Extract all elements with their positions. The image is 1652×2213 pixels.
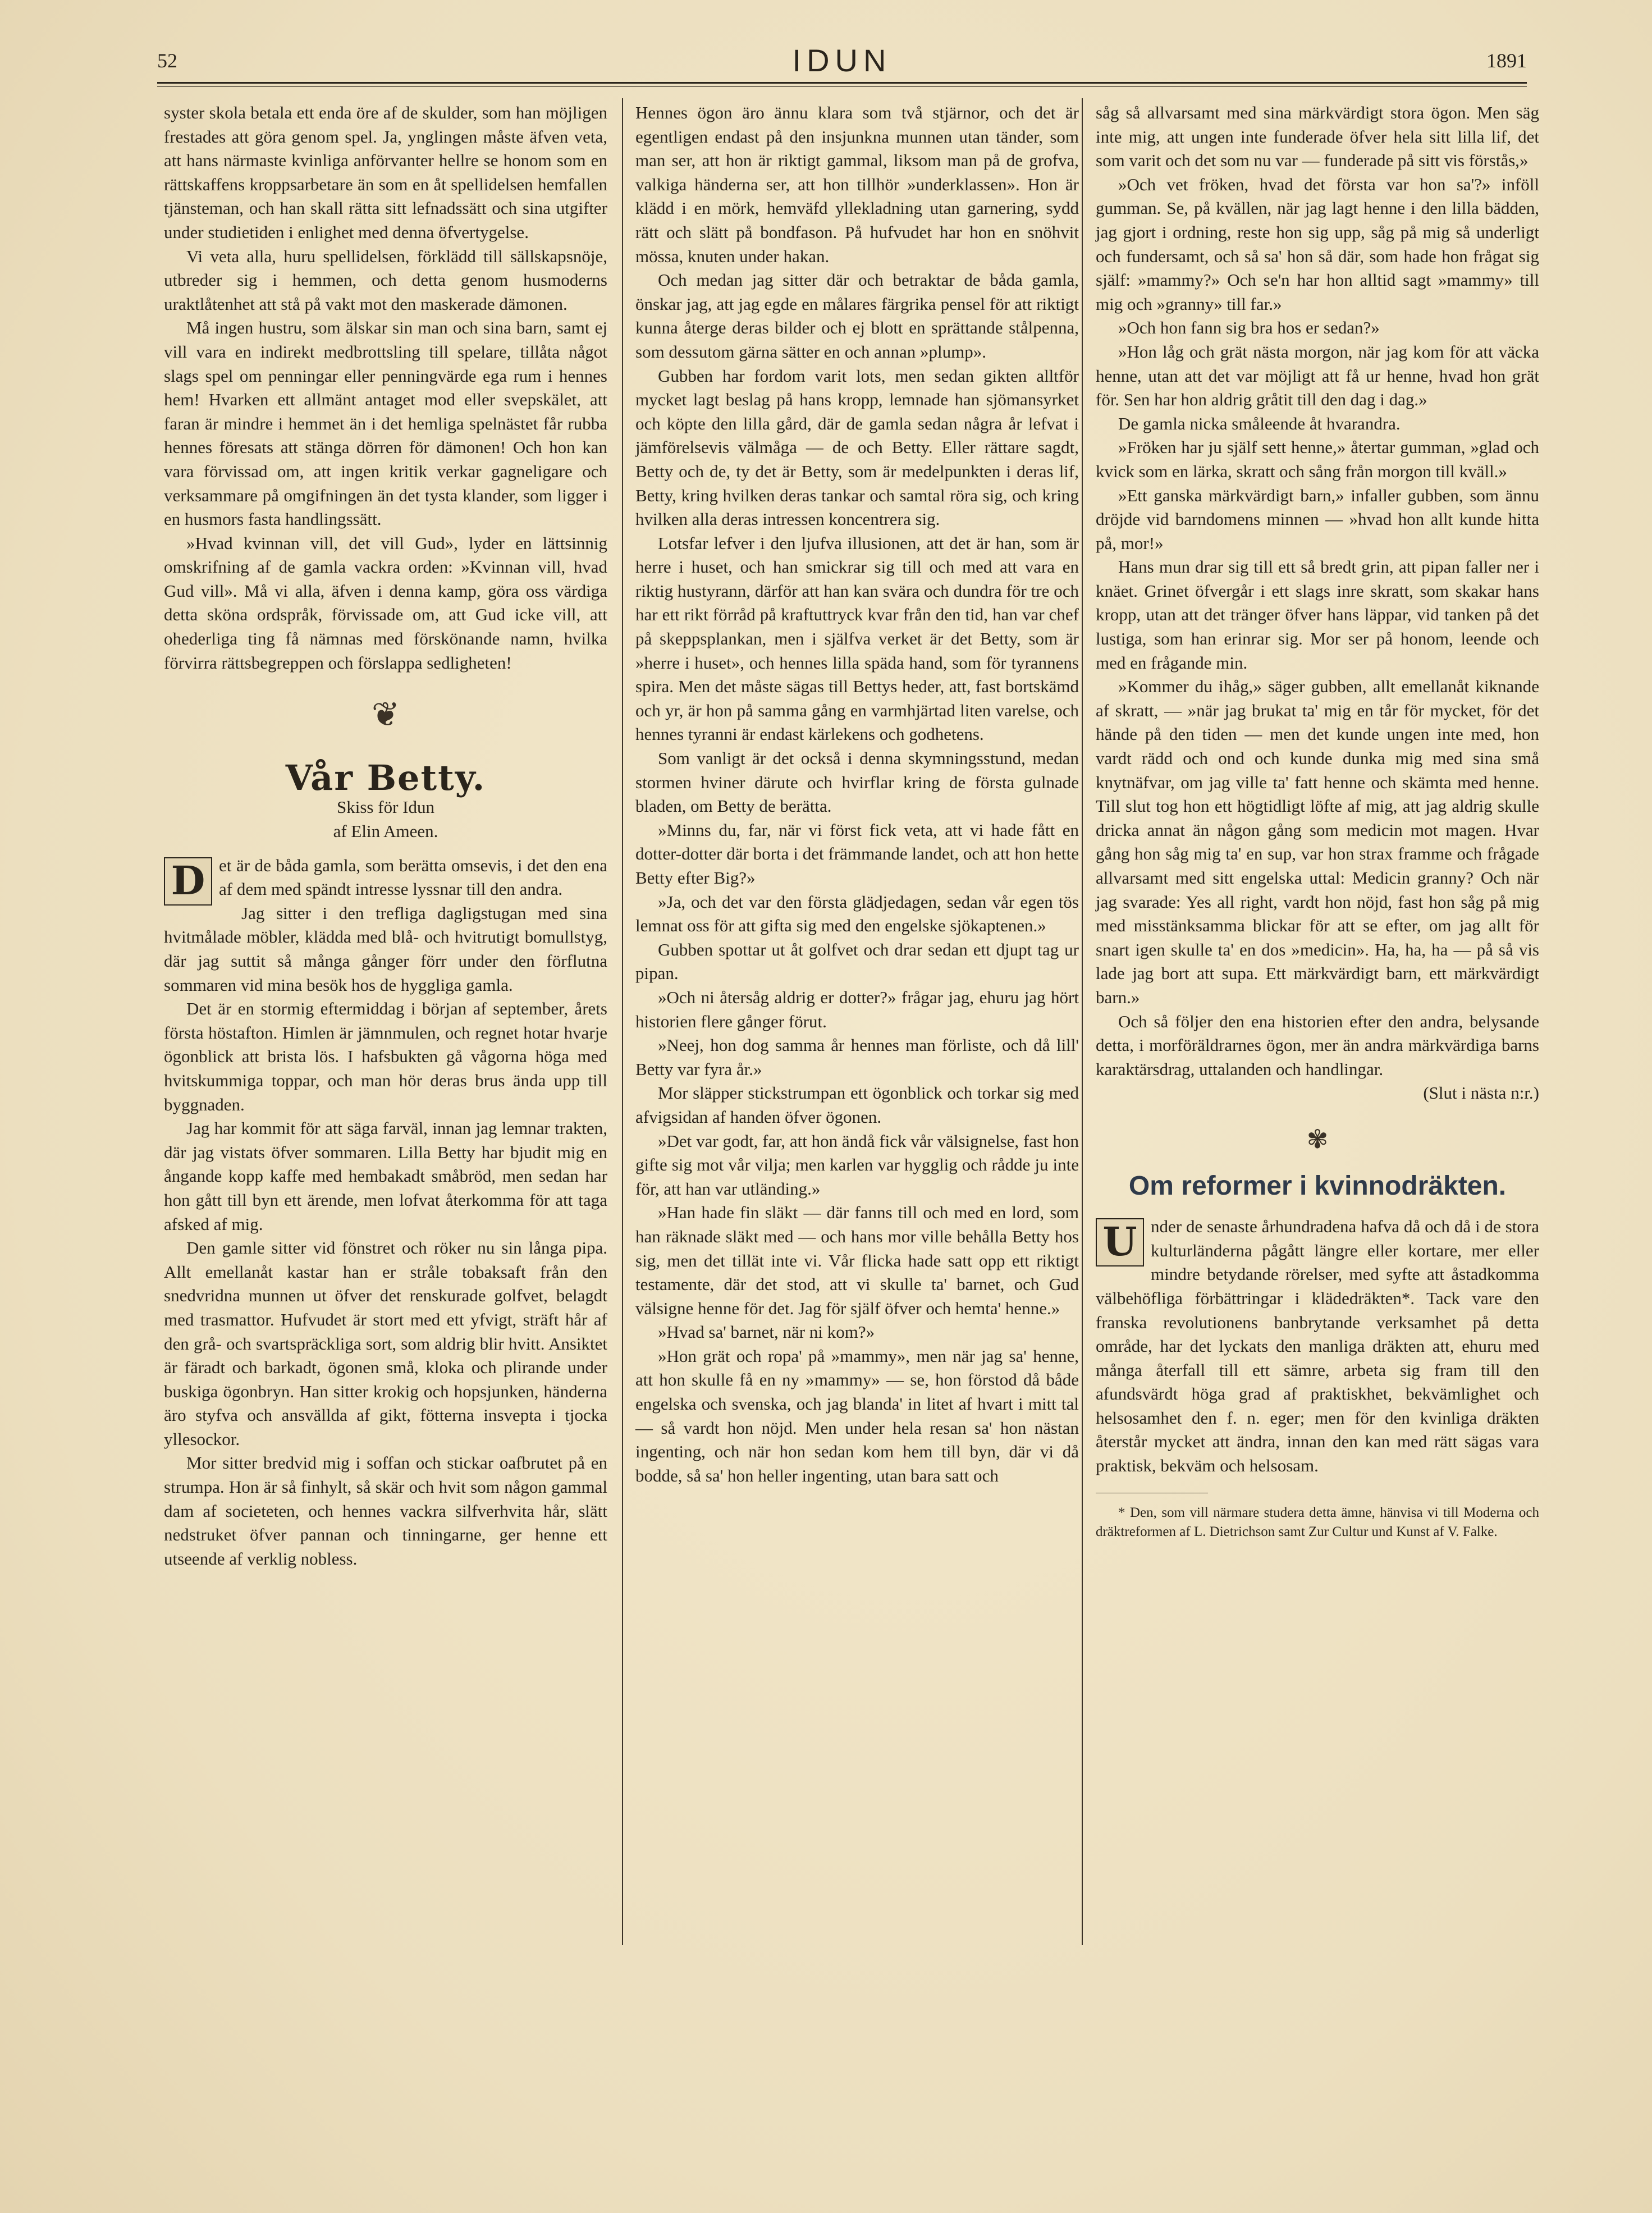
paragraph: »Fröken har ju själf sett henne,» återtar gumman, »glad och kvick som en lärka, skratt och sång från morgon till kväll.» bbox=[1096, 437, 1539, 481]
paragraph: »Minns du, far, när vi först fick veta, att vi hade fått en dotter-dotter där borta i det främmande landet, och att hon hette Betty efter Big?» bbox=[635, 820, 1079, 888]
paragraph: Jag sitter i den trefliga dagligstugan med sina hvitmålade möbler, klädda med blå- och hvitrutigt bomullstyg, där jag suttit så många gånger förr under den förflutna sommaren vid mina besök hos de hyggliga gamla. bbox=[164, 903, 607, 995]
paragraph: Den gamle sitter vid fönstret och röker nu sin långa pipa. Allt emellanåt kastar han er stråle tobaksaft från den snedvridna munnen ut öfver det renskurade golfvet, belagdt med trasmattor. Hufvudet är stort med ett yfvigt, sträft hår af den grå- och svartspräckliga sort, som aldrig blir hvitt. Ansiktet är färadt och barkadt, ögonen små, kloka och plirande under buskiga ögonbryn. Han sitter krokig och hopsjunken, händerna äro styfva och ansvällda af gikt, fötterna insvepta i tjocka yllesockor. bbox=[164, 1238, 607, 1449]
header-rule-thin bbox=[157, 86, 1527, 87]
story-subtitle: Skiss för Idun bbox=[337, 797, 434, 817]
paragraph: »Och vet fröken, hvad det första var hon sa'?» inföll gumman. Se, på kvällen, när jag lagt henne i den lilla bädden, jag gjort i ordning, reste hon sig upp, såg på mig så underligt och fundersamt, och så sa' hon så där, som hade hon frågat sig själf: »mammy?» Och se'n har hon alltid sagt »mammy» till mig och »granny» till far.» bbox=[1096, 174, 1539, 314]
column-divider bbox=[622, 98, 623, 1945]
paragraph: Och medan jag sitter där och betraktar de båda gamla, önskar jag, att jag egde en målares färgrika pensel för att riktigt kunna återge deras bilder och ej blott en sprättande stålpenna, som dessutom gärna sätter en och annan »plump». bbox=[635, 270, 1079, 362]
paragraph: Gubben spottar ut åt golfvet och drar sedan ett djupt tag ur pipan. bbox=[635, 939, 1079, 984]
footnote: * Den, som vill närmare studera detta ämne, hänvisa vi till Moderna och dräktreformen af L. Dietrichson samt Zur Cultur und Kunst af V. Falke. bbox=[1096, 1505, 1539, 1539]
column-1 bbox=[164, 101, 607, 1571]
paragraph: Mor sitter bredvid mig i soffan och stickar oafbrutet på en strumpa. Hon är så finhylt, så skär och hvit som någon gammal dam af societeten, och hennes vackra silfverhvita hår, slätt nedstruket öfver pannan och tinningarne, ger henne ett utseende af verklig nobless. bbox=[164, 1453, 607, 1569]
column-3 bbox=[1096, 101, 1539, 1542]
paragraph: Hennes ögon äro ännu klara som två stjärnor, och det är egentligen endast på den insjunkna munnen utan tänder, som man ser, att hon är riktigt gammal, liksom man på de grofva, valkiga händerna ser, att hon tillhör »underklassen». Hon är klädd i en mörk, hemväfd yllekladning utan garnering, sydd rätt och slätt på bondfason. På hufvudet har hon en snöhvit mössa, knuten under hakan. bbox=[635, 103, 1079, 266]
article-text: nder de senaste århundradena hafva då och då i de stora kulturländerna pågått längre eller kortare, mer eller mindre betydande rörelser, med syfte att åstadkomma välbehöfliga förbättringar i klädedräkten*. Tack vare den franska revolutionens banbrytande verksamhet på detta område, har det lyckats den manliga dräkten att, ehuru med många återfall till ett sämre, arbeta sig fram till den afundsvärdt höga grad af praktiskhet, bekvämlighet och helsosamhet den f. n. eger; men för den kvinliga dräkten återstår mycket att ändra, innan den kan med rätt sägas vara praktisk, bekväm och helsosam. bbox=[1096, 1217, 1539, 1476]
paragraph: »Och ni återsåg aldrig er dotter?» frågar jag, ehuru jag hört historien flere gånger förut. bbox=[635, 987, 1079, 1031]
story-first-paragraph bbox=[164, 854, 607, 902]
paragraph: Det är en stormig eftermiddag i början af september, årets första höstafton. Himlen är jämnmulen, och regnet hotar hvarje ögonblick att brista lös. I hafsbukten gå vågorna höga med hvitskummiga toppar, och man hör deras brus ända upp till byggnaden. bbox=[164, 999, 607, 1114]
continuation-note: (Slut i nästa n:r.) bbox=[1423, 1083, 1539, 1103]
paragraph: De gamla nicka småleende åt hvarandra. bbox=[1118, 413, 1401, 433]
paragraph: Hans mun drar sig till ett så bredt grin, att pipan faller ner i knäet. Grinet öfvergår i ett slags inre skratt, som skakar hans kropp, utan att det tränger öfver hans läppar, vid tanken på det lustiga, som han erinrar sig. Mor ser på honom, leende och med en frågande min. bbox=[1096, 557, 1539, 673]
first-paragraph-text: et är de båda gamla, som berätta omsevis, i det den ena af dem med spändt intresse lyssnar till den andra. bbox=[219, 855, 607, 899]
article-title: Om reformer i kvinnodräkten. bbox=[1128, 1170, 1507, 1201]
paragraph: Gubben har fordom varit lots, men sedan gikten alltför mycket lagt beslag på hans kropp, lemnade han sjömansyrket och köpte den lilla gård, där de gamla sedan några år lefvat i jämförelsevis välmåga — de och Betty. Eller rättare sagdt, Betty och de, ty det är Betty, som är medelpunkten i deras lif, Betty, kring hvilken deras tankar och samtal röra sig, och kring hvilken alla deras intressen koncentrera sig. bbox=[635, 365, 1079, 529]
paragraph: »Hon låg och grät nästa morgon, när jag kom för att väcka henne, utan att det var möjligt att få ur henne, hvad hon grät för. Sen har hon aldrig gråtit till den dag i dag.» bbox=[1096, 341, 1539, 410]
story-title: Vår Betty. bbox=[285, 757, 486, 798]
paragraph: »Hvad sa' barnet, när ni kom?» bbox=[658, 1322, 875, 1342]
dropcap-initial: D bbox=[164, 857, 212, 906]
paragraph: Som vanligt är det också i denna skymningsstund, medan stormen hviner därute och hvirflar kring de första gulnade bladen, om Betty de berätta. bbox=[635, 748, 1079, 816]
page-number: 52 bbox=[157, 49, 177, 72]
paragraph: »Han hade fin släkt — där fanns till och med en lord, som han räknade släkt med — och hans mor ville behålla Betty hos sig, men det tillät inte vi. Vår flicka hade satt opp ett riktigt testamente, där det stod, att vi skulle ta' barnet, och Gud välsigne henne för det. Jag för själf öfver och hemta' henne.» bbox=[635, 1202, 1079, 1318]
publication-year: 1891 bbox=[1486, 49, 1527, 72]
article-paragraph bbox=[1096, 1215, 1539, 1478]
dropcap-initial: U bbox=[1096, 1218, 1144, 1266]
header-rule bbox=[157, 82, 1527, 84]
ornament-icon: ✾ bbox=[1306, 1124, 1329, 1154]
paragraph: Jag har kommit för att säga farväl, innan jag lemnar trakten, där jag vistats öfver sommaren. Lilla Betty har bjudit mig en ångande kopp kaffe med hembakadt småbröd, men sedan har hon gått till byn ett ärende, men lofvat återkomma för att taga afsked af mig. bbox=[164, 1118, 607, 1234]
paragraph: såg så allvarsamt med sina märkvärdigt stora ögon. Men säg inte mig, att ungen inte funderade öfver hela sitt lilla lif, det som varit och det som nu var — funderade på sitt vis förstås,» bbox=[1096, 103, 1539, 171]
paragraph: »Hon grät och ropa' på »mammy», men när jag sa' henne, att hon skulle få en ny »mammy» — se, hon förstod då både engelska och svenska, och jag blanda' in litet af hvart i mitt tal — så vardt hon nöjd. Men under hela resan sa' hon nästan ingenting, och när hon sedan kom hem till byn, där vi då bodde, så sa' hon heller ingenting, utan bara satt och bbox=[635, 1346, 1079, 1485]
paragraph: »Ett ganska märkvärdigt barn,» infaller gubben, som ännu dröjde vid barndomens minnen — »hvad hon allt kunde hitta på, mor!» bbox=[1096, 485, 1539, 553]
publication-title: IDUN bbox=[792, 43, 892, 78]
paragraph: Må ingen hustru, som älskar sin man och sina barn, samt ej vill vara en indirekt medbrottsling till spelare, tillåta något slags spel om penningar eller penningvärde ega rum i hennes hem! Hvarken ett allmänt antaget mod eller svepskälet, att faran är mindre i hemmet än i det hemliga spelnästet får rubba hennes föresats att stänga dörren för dämonen! Och hon kan vara förvissad om, att ingen kritik verkar gagneligare och verksammare på omgifningen än det tysta klander, som ligger i en husmors fasta handlingssätt. bbox=[164, 318, 607, 529]
column-divider bbox=[1082, 98, 1083, 1945]
column-2 bbox=[635, 101, 1079, 1488]
paragraph: Vi veta alla, huru spellidelsen, förklädd till sällskapsnöje, utbreder sig i hemmen, och detta genom husmoderns uraktlåtenhet att stå på vakt mot den maskerade dämonen. bbox=[164, 246, 607, 314]
paragraph: »Neej, hon dog samma år hennes man förliste, och då lill' Betty var fyra år.» bbox=[635, 1035, 1079, 1079]
paragraph: »Hvad kvinnan vill, det vill Gud», lyder en lättsinnig omskrifning af de gamla vackra orden: »Kvinnan vill, hvad Gud vill». Må vi alla, äfven i denna kamp, göra oss värdiga detta sköna ordspråk, förvissade om, att Gud icke vill, att ohederliga ting få nämnas med förskönande namn, hvilka förvirra rättsbegreppen och förslappa sedligheten! bbox=[164, 533, 607, 673]
paragraph: »Det var godt, far, att hon ändå fick vår välsignelse, fast hon gifte sig mot vår vilja; men karlen var hygglig och rådde ju inte för, att han var utländing.» bbox=[635, 1131, 1079, 1199]
paragraph: »Ja, och det var den första glädjedagen, sedan vår egen tös lemnat oss för att gifta sig med den engelske sjökaptenen.» bbox=[635, 891, 1079, 936]
paragraph: »Och hon fann sig bra hos er sedan?» bbox=[1118, 318, 1380, 338]
paragraph: syster skola betala ett enda öre af de skulder, som han möjligen frestades att göra genom spel. Ja, ynglingen måste äfven veta, att hans närmaste kvinliga anförvanter hellre se honom som en rättskaffens kroppsarbetare än som en åt spellidelsen hemfallen tjänsteman, och han skall rätta sitt lefnadssätt och sina utgifter under studietiden i enlighet med denna öfvertygelse. bbox=[164, 103, 607, 242]
paragraph: Och så följer den ena historien efter den andra, belysande detta, i morföräldrarnes ögon, mer än andra märkvärdiga barns karaktärsdrag, uttalanden och handlingar. bbox=[1096, 1011, 1539, 1079]
ornament-icon: ❦ bbox=[371, 696, 400, 734]
paragraph: Mor släpper stickstrumpan ett ögonblick och torkar sig med afvigsidan af handen öfver ögonen. bbox=[635, 1083, 1079, 1127]
story-byline: af Elin Ameen. bbox=[333, 821, 438, 842]
paragraph: Lotsfar lefver i den ljufva illusionen, att det är han, som är herre i huset, och han smickrar sig till och med att vara en riktig hustyrann, därför att han kan svära och dundra för tre och har ett rikt förråd på kraftuttryck kvar från den tid, han var chef på skeppsplankan, men i själfva verket är det Betty, som är »herre i huset», och hennes lilla späda hand, som för tyrannens spira. Men det måste sägas till Bettys heder, att, fast bortskämd och yr, är hon på samma gång en varmhjärtad liten varelse, och hennes tyranni är endast kärlekens och godhetens. bbox=[635, 533, 1079, 744]
page-header bbox=[157, 42, 1527, 81]
paragraph: »Kommer du ihåg,» säger gubben, allt emellanåt kiknande af skratt, — »när jag brukat ta' mig en tår för mycket, för det hände på den tiden — men det kunde ungen inte med, hon vardt rädd och ond och kunde dunka mig med sina små knytnäfvar, om jag ville ta' fatt henne och skämta med henne. Till slut tog hon ett högtidligt löfte af mig, att jag aldrig skulle dricka annat än någon gång som medicin mot magen. Hvar gång hon såg mig ta' en sup, var hon strax framme och frågade allvarsamt med sitt engelska uttal: Medicin granny? Och när jag svarade: Yes all right, vardt hon nöjd, fast hon såg på mig med misstänksamma blickar för att se efter, om jag allt för snart igen skulle ta' en dos »medicin». Ha, ha, ha — på så vis lade jag bort att supa. Ett märkvärdigt barn, ett märkvärdigt barn.» bbox=[1096, 676, 1539, 1007]
